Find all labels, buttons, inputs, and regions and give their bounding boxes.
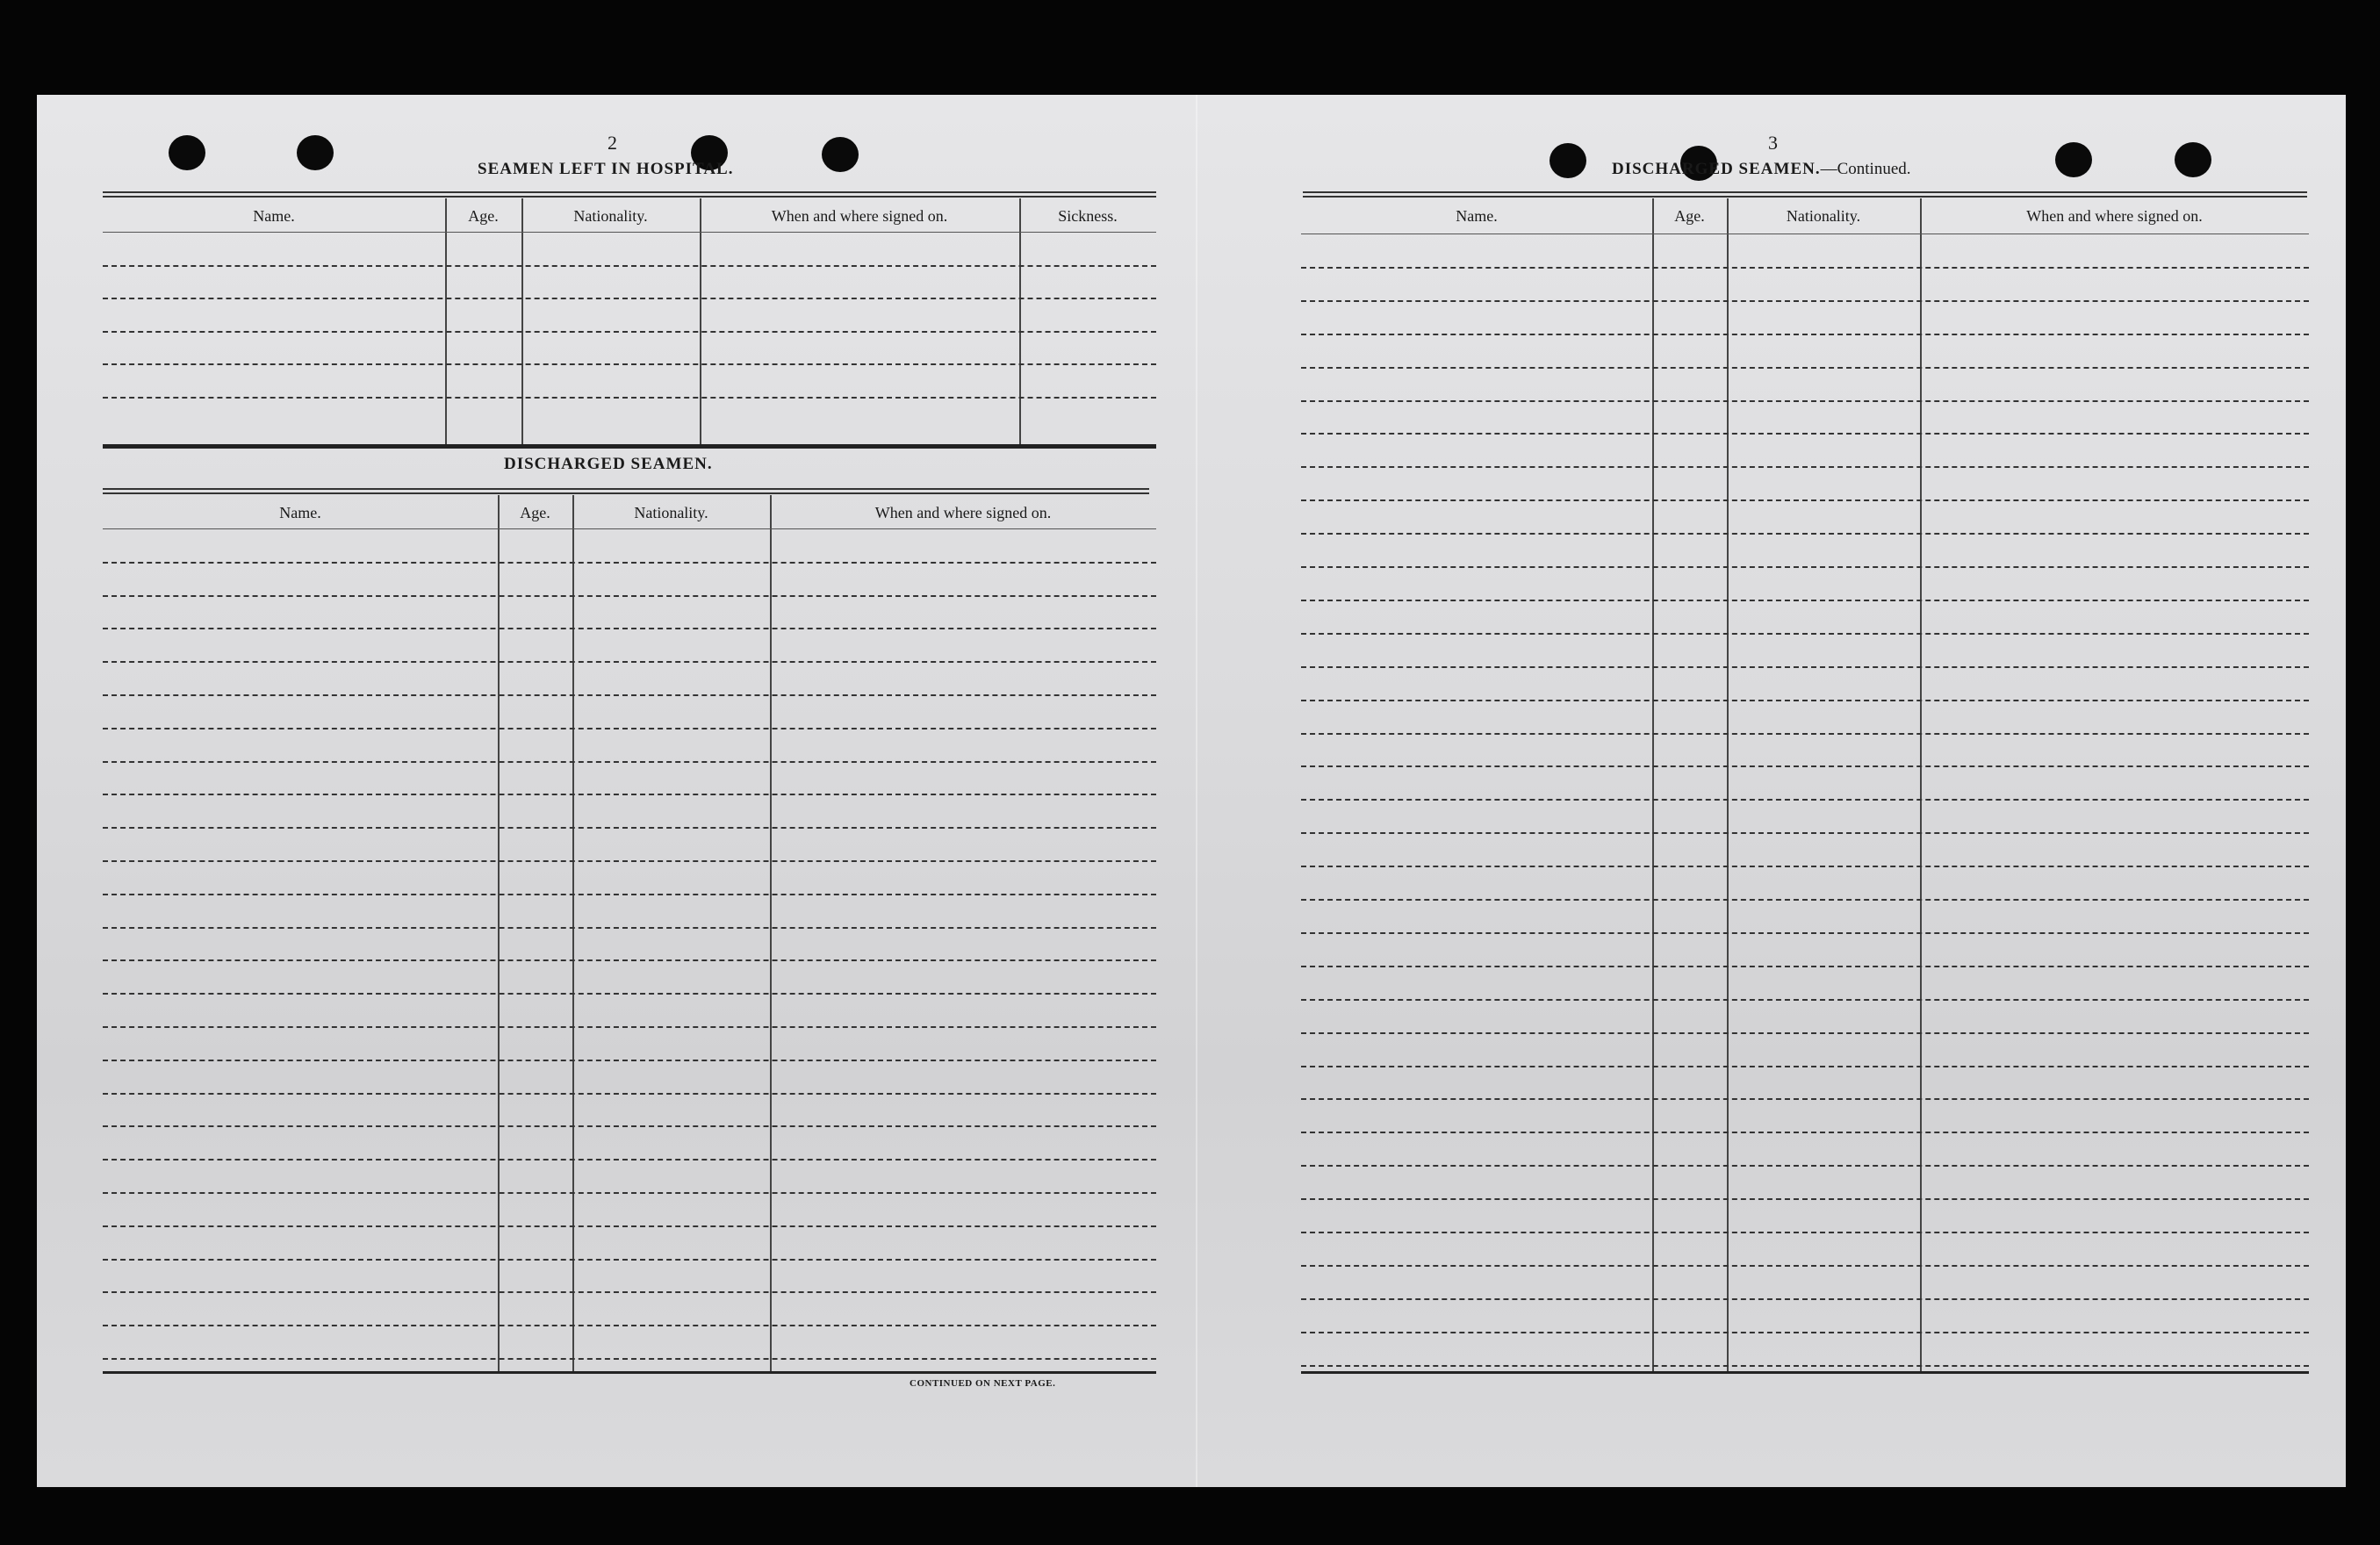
table-row bbox=[1301, 1332, 2309, 1333]
column-divider bbox=[700, 198, 701, 446]
column-header: Sickness. bbox=[1058, 207, 1118, 225]
table-row bbox=[103, 1192, 1156, 1194]
title-rule bbox=[1303, 191, 2307, 198]
column-header: Nationality. bbox=[1786, 207, 1861, 225]
table-row bbox=[103, 860, 1156, 862]
table-row bbox=[103, 1358, 1156, 1360]
record-sheet bbox=[37, 95, 2346, 1487]
table-row bbox=[103, 1026, 1156, 1028]
discharged-continued-table bbox=[1301, 198, 2309, 1373]
column-divider bbox=[1652, 198, 1654, 1373]
discharged-table bbox=[103, 495, 1156, 1373]
table-bottom-rule bbox=[1301, 1371, 2309, 1374]
column-header: Nationality. bbox=[634, 504, 708, 521]
column-header: When and where signed on. bbox=[2026, 207, 2203, 225]
table-row bbox=[103, 1225, 1156, 1227]
table-row bbox=[1301, 433, 2309, 435]
table-bottom-rule bbox=[103, 1371, 1156, 1374]
discharged-continued-title bbox=[1612, 160, 1911, 179]
table-row bbox=[103, 562, 1156, 564]
header-rule bbox=[103, 528, 1156, 529]
table-row bbox=[103, 298, 1156, 299]
table-row bbox=[103, 794, 1156, 795]
table-row bbox=[1301, 1132, 2309, 1133]
table-row bbox=[1301, 1198, 2309, 1200]
table-row bbox=[103, 1325, 1156, 1326]
column-header: Name. bbox=[253, 207, 295, 225]
hospital-table bbox=[103, 198, 1156, 446]
table-row bbox=[103, 363, 1156, 365]
table-row bbox=[1301, 733, 2309, 735]
table-row bbox=[103, 827, 1156, 829]
column-divider bbox=[521, 198, 523, 446]
column-divider bbox=[498, 495, 500, 1373]
table-row bbox=[1301, 1066, 2309, 1067]
column-divider bbox=[1727, 198, 1729, 1373]
table-row bbox=[103, 694, 1156, 696]
table-row bbox=[1301, 600, 2309, 601]
table-row bbox=[1301, 932, 2309, 934]
table-row bbox=[103, 265, 1156, 267]
column-divider bbox=[445, 198, 447, 446]
title-text: DISCHARGED SEAMEN. bbox=[1612, 160, 1821, 178]
table-row bbox=[1301, 1365, 2309, 1367]
table-row bbox=[1301, 966, 2309, 967]
table-row bbox=[103, 628, 1156, 629]
table-row bbox=[103, 993, 1156, 995]
table-row bbox=[1301, 899, 2309, 901]
table-row bbox=[1301, 466, 2309, 468]
continued-note: CONTINUED ON NEXT PAGE. bbox=[910, 1378, 1056, 1389]
table-row bbox=[1301, 400, 2309, 402]
table-row bbox=[103, 397, 1156, 399]
hospital-section-title: SEAMEN LEFT IN HOSPITAL. bbox=[478, 160, 734, 178]
column-header: Nationality. bbox=[573, 207, 648, 225]
column-header: Name. bbox=[279, 504, 321, 521]
table-row bbox=[1301, 1165, 2309, 1167]
table-row bbox=[1301, 633, 2309, 635]
title-suffix: —Continued. bbox=[1820, 160, 1911, 178]
column-header: Age. bbox=[1674, 207, 1705, 225]
table-row bbox=[103, 1125, 1156, 1127]
table-row bbox=[1301, 799, 2309, 801]
table-row bbox=[1301, 367, 2309, 369]
table-row bbox=[103, 1291, 1156, 1293]
right-page bbox=[1196, 95, 2346, 1487]
column-header: Age. bbox=[468, 207, 499, 225]
table-row bbox=[103, 661, 1156, 663]
column-divider bbox=[572, 495, 574, 1373]
column-divider bbox=[1019, 198, 1021, 446]
table-row bbox=[103, 761, 1156, 763]
table-row bbox=[103, 894, 1156, 895]
column-header: When and where signed on. bbox=[771, 207, 948, 225]
table-row bbox=[1301, 765, 2309, 767]
table-row bbox=[1301, 533, 2309, 535]
column-header: Age. bbox=[520, 504, 550, 521]
table-row bbox=[103, 1259, 1156, 1261]
table-row bbox=[1301, 1232, 2309, 1233]
table-row bbox=[1301, 1298, 2309, 1300]
table-row bbox=[103, 1093, 1156, 1095]
column-header: Name. bbox=[1456, 207, 1498, 225]
title-rule bbox=[103, 191, 1156, 198]
title-rule bbox=[103, 488, 1149, 494]
section-rule bbox=[103, 446, 1156, 449]
table-row bbox=[1301, 267, 2309, 269]
table-row bbox=[1301, 832, 2309, 834]
table-row bbox=[103, 728, 1156, 729]
table-row bbox=[103, 959, 1156, 961]
table-row bbox=[1301, 1032, 2309, 1034]
discharged-section-title: DISCHARGED SEAMEN. bbox=[504, 455, 713, 473]
header-rule bbox=[103, 232, 1156, 233]
table-row bbox=[103, 927, 1156, 929]
table-row bbox=[103, 331, 1156, 333]
column-header: When and where signed on. bbox=[874, 504, 1052, 521]
table-row bbox=[103, 595, 1156, 597]
table-row bbox=[103, 1159, 1156, 1161]
table-row bbox=[1301, 999, 2309, 1001]
table-row bbox=[1301, 1098, 2309, 1100]
page-number: 2 bbox=[608, 132, 617, 154]
left-page bbox=[37, 95, 1196, 1487]
table-row bbox=[1301, 499, 2309, 501]
table-row bbox=[1301, 334, 2309, 335]
table-row bbox=[1301, 700, 2309, 701]
table-row bbox=[1301, 300, 2309, 302]
column-divider bbox=[770, 495, 772, 1373]
column-divider bbox=[1920, 198, 1922, 1373]
table-row bbox=[1301, 666, 2309, 668]
table-row bbox=[1301, 566, 2309, 568]
table-row bbox=[1301, 1265, 2309, 1267]
page-number: 3 bbox=[1768, 132, 1778, 154]
table-row bbox=[1301, 866, 2309, 867]
table-row bbox=[103, 1060, 1156, 1061]
